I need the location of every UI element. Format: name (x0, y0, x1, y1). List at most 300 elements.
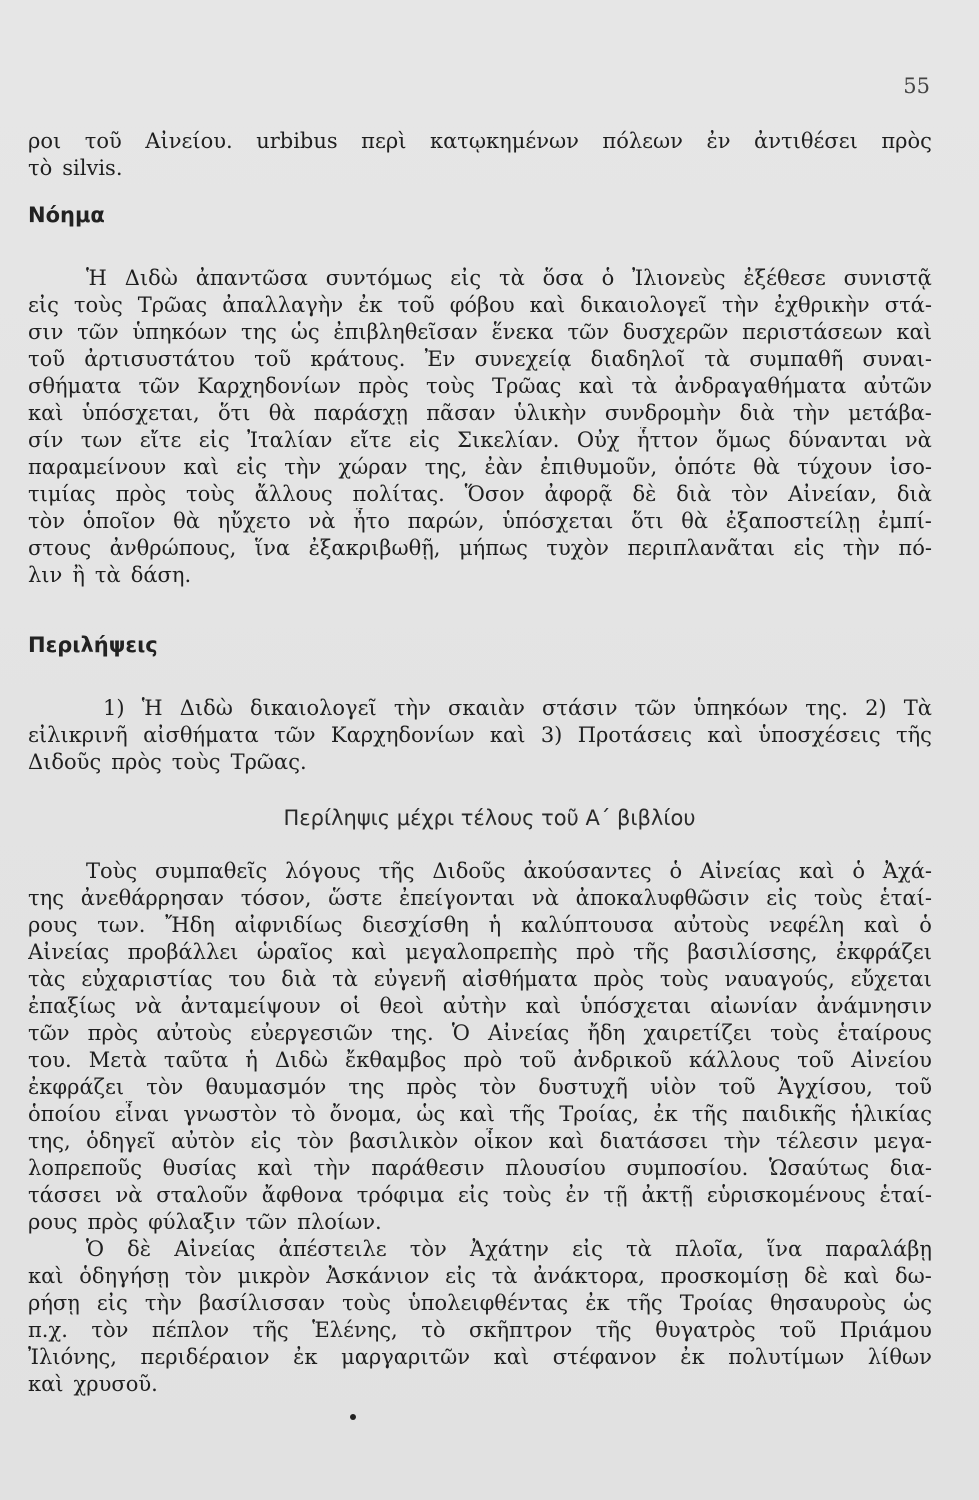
word: περὶ (361, 129, 407, 153)
word: τῶν (77, 320, 119, 344)
word: τὸν (731, 482, 769, 506)
word: παιδικῆς (741, 1102, 837, 1126)
word: βασιλικὸν (349, 1129, 459, 1153)
word: θυσίας (162, 1156, 237, 1180)
word: της. (391, 1021, 434, 1045)
word: περιστάσεων (742, 320, 883, 344)
word: τοῦ (797, 1048, 835, 1072)
word: ἐπιβληθεῖσαν (333, 320, 478, 344)
text-line (28, 346, 932, 373)
word: συνδρομὴν (604, 401, 722, 425)
word: εἴτε (349, 428, 392, 452)
word: καὶ (707, 723, 743, 747)
word: ὁδηγεῖ (86, 1129, 156, 1153)
text-line (28, 749, 932, 776)
word: urbibus (256, 129, 338, 153)
word: Αἰνείαν, (788, 482, 877, 506)
word: δυστυχῆ (538, 1075, 628, 1099)
word: Καρχηδονίων (197, 374, 341, 398)
word: πᾶσαν (426, 401, 496, 425)
text-line (28, 1371, 932, 1398)
word: πρὸς (87, 1210, 139, 1234)
word: ὁ (601, 266, 615, 290)
word: περιπλανᾶται (627, 536, 776, 560)
page-number: 55 (903, 74, 930, 98)
word: Αἰνείας (174, 1237, 256, 1261)
word: στέφανον (552, 1345, 657, 1369)
word: 1) (103, 696, 125, 720)
text-line (28, 1155, 932, 1182)
word: τῶν (245, 1210, 288, 1234)
word: διὰ (676, 482, 712, 506)
word: πλουσίου (505, 1156, 606, 1180)
word: αἰσθήματα (143, 723, 259, 747)
word: ὁπότε (674, 455, 736, 479)
word: τὸ (421, 1318, 446, 1342)
word: τὸ (28, 156, 53, 180)
word: τὸν (91, 1318, 129, 1342)
word: ἀνάμνησιν (816, 994, 932, 1018)
word: τῆς (509, 1102, 546, 1126)
word: Οὐχ (576, 428, 620, 452)
word: ἀρτισυστάτου (84, 347, 235, 371)
word: νὰ (134, 994, 162, 1018)
word: νὰ (115, 1183, 143, 1207)
word: Διδοῦς (432, 859, 506, 883)
word: τοὺς (73, 293, 123, 317)
word: ἐκ (358, 293, 383, 317)
word: οἶκον (473, 1129, 534, 1153)
word: τοῦ (894, 1075, 932, 1099)
word: Ὁ (451, 1021, 470, 1045)
text-line (28, 1101, 932, 1128)
word: καὶ (351, 940, 387, 964)
word: ὥστε (328, 886, 383, 910)
word: θὰ (681, 509, 709, 533)
word: τοὺς (770, 1021, 819, 1045)
word: 2) (865, 696, 887, 720)
word: τῆς (378, 859, 415, 883)
word: ὅμως (715, 428, 771, 452)
word: συμποσίου. (626, 1156, 749, 1180)
word: τὴν (842, 536, 880, 560)
word: εἰς (445, 1264, 476, 1288)
text-line (28, 400, 932, 427)
word: Τοὺς (86, 859, 138, 883)
word: τὰ (704, 347, 731, 371)
word: ἐκφράζει (28, 1075, 125, 1099)
word: τῆς (595, 1318, 632, 1342)
word: Ὁ (86, 1237, 105, 1261)
word: Ἰταλίαν (247, 428, 333, 452)
word: καὶ (896, 320, 932, 344)
word: νὰ (904, 428, 932, 452)
word: ἀνταμείψουν (180, 994, 321, 1018)
word: ἐχθρικὴν (773, 293, 870, 317)
word: ἦτο (353, 509, 390, 533)
word: ὑπηκόων (693, 696, 789, 720)
word: τόσον, (240, 886, 312, 910)
word: πρὸς (87, 1021, 139, 1045)
word: 3) (540, 723, 563, 747)
word: καὶ (798, 859, 835, 883)
word: πόλεων (602, 129, 683, 153)
text-line (28, 858, 932, 885)
word: εὐχαριστίας (81, 967, 213, 991)
word: σίν (28, 428, 64, 452)
word: silvis. (62, 156, 123, 180)
word: ὁποῖον (82, 509, 156, 533)
word: ὁ (919, 913, 932, 937)
word: τῆς (691, 1102, 728, 1126)
word: σκαιὰν (448, 696, 525, 720)
word: ἐν (706, 129, 731, 153)
word: τυχὸν (546, 536, 609, 560)
word: πέπλον (151, 1318, 230, 1342)
word: Ἀγχίσου, (777, 1075, 873, 1099)
word: τὴν (792, 401, 830, 425)
word: αὐτοὺς (156, 1021, 233, 1045)
word: μεγα- (873, 1129, 932, 1153)
word: ἐκ (293, 1345, 318, 1369)
word: εἰς (450, 266, 482, 290)
word: διεσχίσθη (362, 913, 469, 937)
word: πρὸς (115, 482, 167, 506)
word: ροι (28, 129, 62, 153)
word: τῶν (274, 723, 316, 747)
word: παραλάβῃ (825, 1237, 932, 1261)
word: ἑταίρους (837, 1021, 932, 1045)
word: αἰσθήματα (462, 967, 578, 991)
word: διὰ (896, 482, 932, 506)
word: ρους (28, 1210, 78, 1234)
word: ὡς (416, 1102, 446, 1126)
word: τὴν (723, 1129, 761, 1153)
word: Διδὼ (179, 696, 233, 720)
text-line (28, 1236, 932, 1263)
word: καὶ (28, 1264, 64, 1288)
word: συντόμως (325, 266, 433, 290)
section-heading-noima: Νόημα (28, 203, 105, 227)
word: στους (28, 536, 92, 560)
word: ἄφθονα (261, 1183, 343, 1207)
word: τὴν (144, 1291, 182, 1315)
word: καὶ (548, 1129, 585, 1153)
text-line (28, 454, 932, 481)
word: εἴτε (139, 428, 182, 452)
word: Ἰλιόνης, (28, 1345, 117, 1369)
word: εἰς (408, 428, 440, 452)
word: ἐκφράζει (835, 940, 932, 964)
word: μήπως (458, 536, 528, 560)
section-perilipseis-paragraph (28, 695, 932, 776)
word: ηὔχετο (217, 509, 291, 533)
word: τὸν (184, 1264, 222, 1288)
word: ὁ (852, 859, 865, 883)
word: τὰς (28, 967, 66, 991)
word: Τρῶας (137, 293, 208, 317)
word: τὸ (291, 1102, 316, 1126)
word: Σικελίαν. (457, 428, 560, 452)
word: ὁ (669, 859, 683, 883)
word: της. (805, 696, 848, 720)
word: παρών, (407, 509, 485, 533)
word: Αἰνείας (488, 1021, 570, 1045)
word: ἀνδρικοῦ (573, 1048, 672, 1072)
word: ἀκούσαντες (523, 859, 652, 883)
word: τοῦ (84, 129, 122, 153)
word: ἐξέθεσε (743, 266, 826, 290)
word: παραμείνουν (28, 455, 167, 479)
word: ἐκ (585, 1291, 610, 1315)
word: τῆς (626, 1291, 663, 1315)
word: εἰλικρινῆ (28, 723, 128, 747)
word: καὶ (489, 723, 526, 747)
word: τοῦ (519, 1048, 557, 1072)
word: ρους (28, 913, 78, 937)
word: ὑπηκόων (132, 320, 228, 344)
word: εἰς (96, 1291, 128, 1315)
word: στά- (884, 293, 932, 317)
word: νὰ (308, 509, 336, 533)
text-line (28, 722, 932, 749)
word: ἡ (488, 913, 502, 937)
word: θαυμασμόν (205, 1075, 327, 1099)
word: εἰς (198, 428, 230, 452)
word: τοὺς (502, 1183, 552, 1207)
word: Αἰνείας (699, 859, 782, 883)
word: Ἡ (86, 266, 107, 290)
word: τοῦ (718, 1075, 756, 1099)
word: πρὸς (406, 1075, 458, 1099)
word: ἐξακριβωθῇ, (308, 536, 441, 560)
word: τάσσει (28, 1183, 102, 1207)
word: ἀνθρώπους, (109, 536, 237, 560)
word: ἑταί- (879, 1183, 932, 1207)
word: δια- (889, 1156, 932, 1180)
word: τοὺς (186, 482, 235, 506)
text-line (28, 128, 932, 155)
word: Ἐν (424, 347, 456, 371)
word: ἵνα (254, 536, 291, 560)
word: τῆς (895, 723, 932, 747)
text-line (28, 993, 932, 1020)
word: ὡς (290, 320, 320, 344)
word: Αἰνείας (28, 940, 110, 964)
word: συναι- (862, 347, 932, 371)
word: γνωστὸν (183, 1102, 278, 1126)
word: τοὺς (425, 374, 475, 398)
word: ὡς (903, 1291, 932, 1315)
text-line (28, 885, 932, 912)
word: οἱ (339, 994, 361, 1018)
text-line (28, 939, 932, 966)
word: παράθεσιν (371, 1156, 485, 1180)
word: τῆς (252, 1318, 289, 1342)
word: ἀκτῇ (641, 1183, 693, 1207)
word: τὸν (479, 1075, 517, 1099)
word: στάσιν (542, 696, 618, 720)
word: νεφέλη (769, 913, 845, 937)
word: λοπρεποῦς (28, 1156, 142, 1180)
word: εἰς (236, 455, 268, 479)
word: ἐκ (680, 1345, 705, 1369)
word: ἀποκαλυφθῶσιν (575, 886, 750, 910)
text-line (28, 427, 932, 454)
word: της (28, 886, 64, 910)
word: ὑπόσχεται, (81, 401, 200, 425)
word: λόγους (285, 859, 361, 883)
word: πολυτίμων (728, 1345, 845, 1369)
word: χρυσοῦ. (73, 1372, 158, 1396)
text-line (28, 1344, 932, 1371)
word: πρὸ (463, 1048, 503, 1072)
word: ἐπείγονται (398, 886, 516, 910)
word: ρήσῃ (28, 1291, 80, 1315)
word: ὑπόσχεται (580, 994, 692, 1018)
summary-paragraph (28, 858, 932, 1398)
section-noima-paragraph (28, 265, 932, 589)
text-line (28, 292, 932, 319)
word: εἶναι (114, 1102, 170, 1126)
text-line (28, 481, 932, 508)
summary-subheading: Περίληψις μέχρι τέλους τοῦ Α΄ βιβλίου (283, 806, 696, 830)
word: ὑπολειφθέντας (407, 1291, 569, 1315)
word: πλοίων. (297, 1210, 382, 1234)
word: Ἑλένης, (312, 1318, 398, 1342)
word: του (228, 967, 266, 991)
word: παράσχῃ (313, 401, 408, 425)
word: χώραν (338, 455, 408, 479)
word: ἑταί- (879, 886, 932, 910)
word: σιν (28, 320, 64, 344)
text-line (28, 1047, 932, 1074)
word: πρὸς (881, 129, 932, 153)
word: ὑλικὴν (513, 401, 587, 425)
text-line (28, 1290, 932, 1317)
word: Ἀχάτην (469, 1237, 549, 1261)
word: τῶν (567, 320, 610, 344)
word: Ἡ (141, 696, 163, 720)
word: σθήματα (28, 374, 122, 398)
word: αὐτὴν (442, 994, 507, 1018)
word: κάλλους (689, 1048, 781, 1072)
word: Καρχηδονίων (330, 723, 475, 747)
word: τῶν (28, 1021, 70, 1045)
word: συνεχείᾳ (474, 347, 572, 371)
word: τέλεσιν (776, 1129, 859, 1153)
word: πρὸς (111, 750, 162, 774)
word: συμπαθῆ (749, 347, 844, 371)
text-line (28, 966, 932, 993)
word: ἀνδραγαθήματα (674, 374, 847, 398)
word: ἀφορᾷ (544, 482, 613, 506)
word: εὔχεται (850, 967, 932, 991)
word: Προτάσεις (577, 723, 693, 747)
word: ἐμπί- (877, 509, 932, 533)
word: καὶ (578, 374, 615, 398)
word: ὄνομα, (329, 1102, 403, 1126)
word: ἀπέστειλε (278, 1237, 387, 1261)
word: καὶ (257, 1156, 293, 1180)
word: ὁδηγήσῃ (79, 1264, 170, 1288)
word: ἀπαντῶσα (195, 266, 308, 290)
word: πό- (898, 536, 932, 560)
word: διαδηλοῖ (590, 347, 686, 371)
word: τὸν (146, 1075, 184, 1099)
word: λιν (28, 563, 63, 587)
word: υἱὸν (649, 1075, 697, 1099)
word: δικαιολογεῖ (580, 293, 707, 317)
word: Διδὼ (124, 266, 178, 290)
word: τοῦ (779, 1318, 817, 1342)
word: πρὸ (575, 940, 615, 964)
word: Πριάμου (839, 1318, 932, 1342)
text-line (28, 1074, 932, 1101)
word: χαιρετίζει (643, 1021, 753, 1045)
text-line (28, 695, 932, 722)
word: τὰ (498, 266, 525, 290)
word: Ἀχά- (882, 859, 932, 883)
word: τὴν (284, 455, 322, 479)
word: της, (28, 1129, 71, 1153)
word: μεγαλοπρεπὴς (405, 940, 558, 964)
word: ἐν (565, 1183, 590, 1207)
word: καὶ (459, 1102, 495, 1126)
word: της, (424, 455, 468, 479)
word: ὑπόσχεται (502, 509, 614, 533)
word: πρὸς (593, 967, 645, 991)
word: Τρῶας (492, 374, 562, 398)
word: τοὺς (813, 886, 863, 910)
text-line (28, 912, 932, 939)
text-line (28, 535, 932, 562)
word: σκῆπτρον (469, 1318, 573, 1342)
word: μαργαριτῶν (341, 1345, 471, 1369)
word: καλύπτουσα (521, 913, 654, 937)
word: καὶ (525, 994, 562, 1018)
word: τῶν (634, 696, 677, 720)
text-line (28, 155, 932, 182)
word: τὸν (409, 1237, 447, 1261)
word: ὡραῖος (256, 940, 334, 964)
word: μετάβα- (848, 401, 932, 425)
word: ἢ (72, 563, 85, 587)
word: ἔκθαμβος (345, 1048, 447, 1072)
word: νὰ (531, 886, 559, 910)
word: Αἰνείου. (145, 129, 233, 153)
word: καὶ (183, 455, 219, 479)
word: ἧττον (637, 428, 699, 452)
word: π.χ. (28, 1318, 68, 1342)
word: ἰσο- (889, 455, 932, 479)
text-line (28, 373, 932, 400)
word: ἀντιθέσει (754, 129, 858, 153)
word: ἕνεκα (491, 320, 554, 344)
word: εὑρισκομένους (706, 1183, 866, 1207)
word: τῆς (633, 940, 670, 964)
word: συνιστᾷ (843, 266, 932, 290)
word: προβάλλει (127, 940, 239, 964)
word: αὐτῶν (863, 374, 932, 398)
word: ὅσα (542, 266, 584, 290)
word: θεοὶ (379, 994, 424, 1018)
word: δάση. (130, 563, 192, 587)
word: ὁποίου (28, 1102, 101, 1126)
word: τὰ (631, 374, 658, 398)
word: εἰς (572, 1237, 603, 1261)
word: ὑποσχέσεις (758, 723, 881, 747)
